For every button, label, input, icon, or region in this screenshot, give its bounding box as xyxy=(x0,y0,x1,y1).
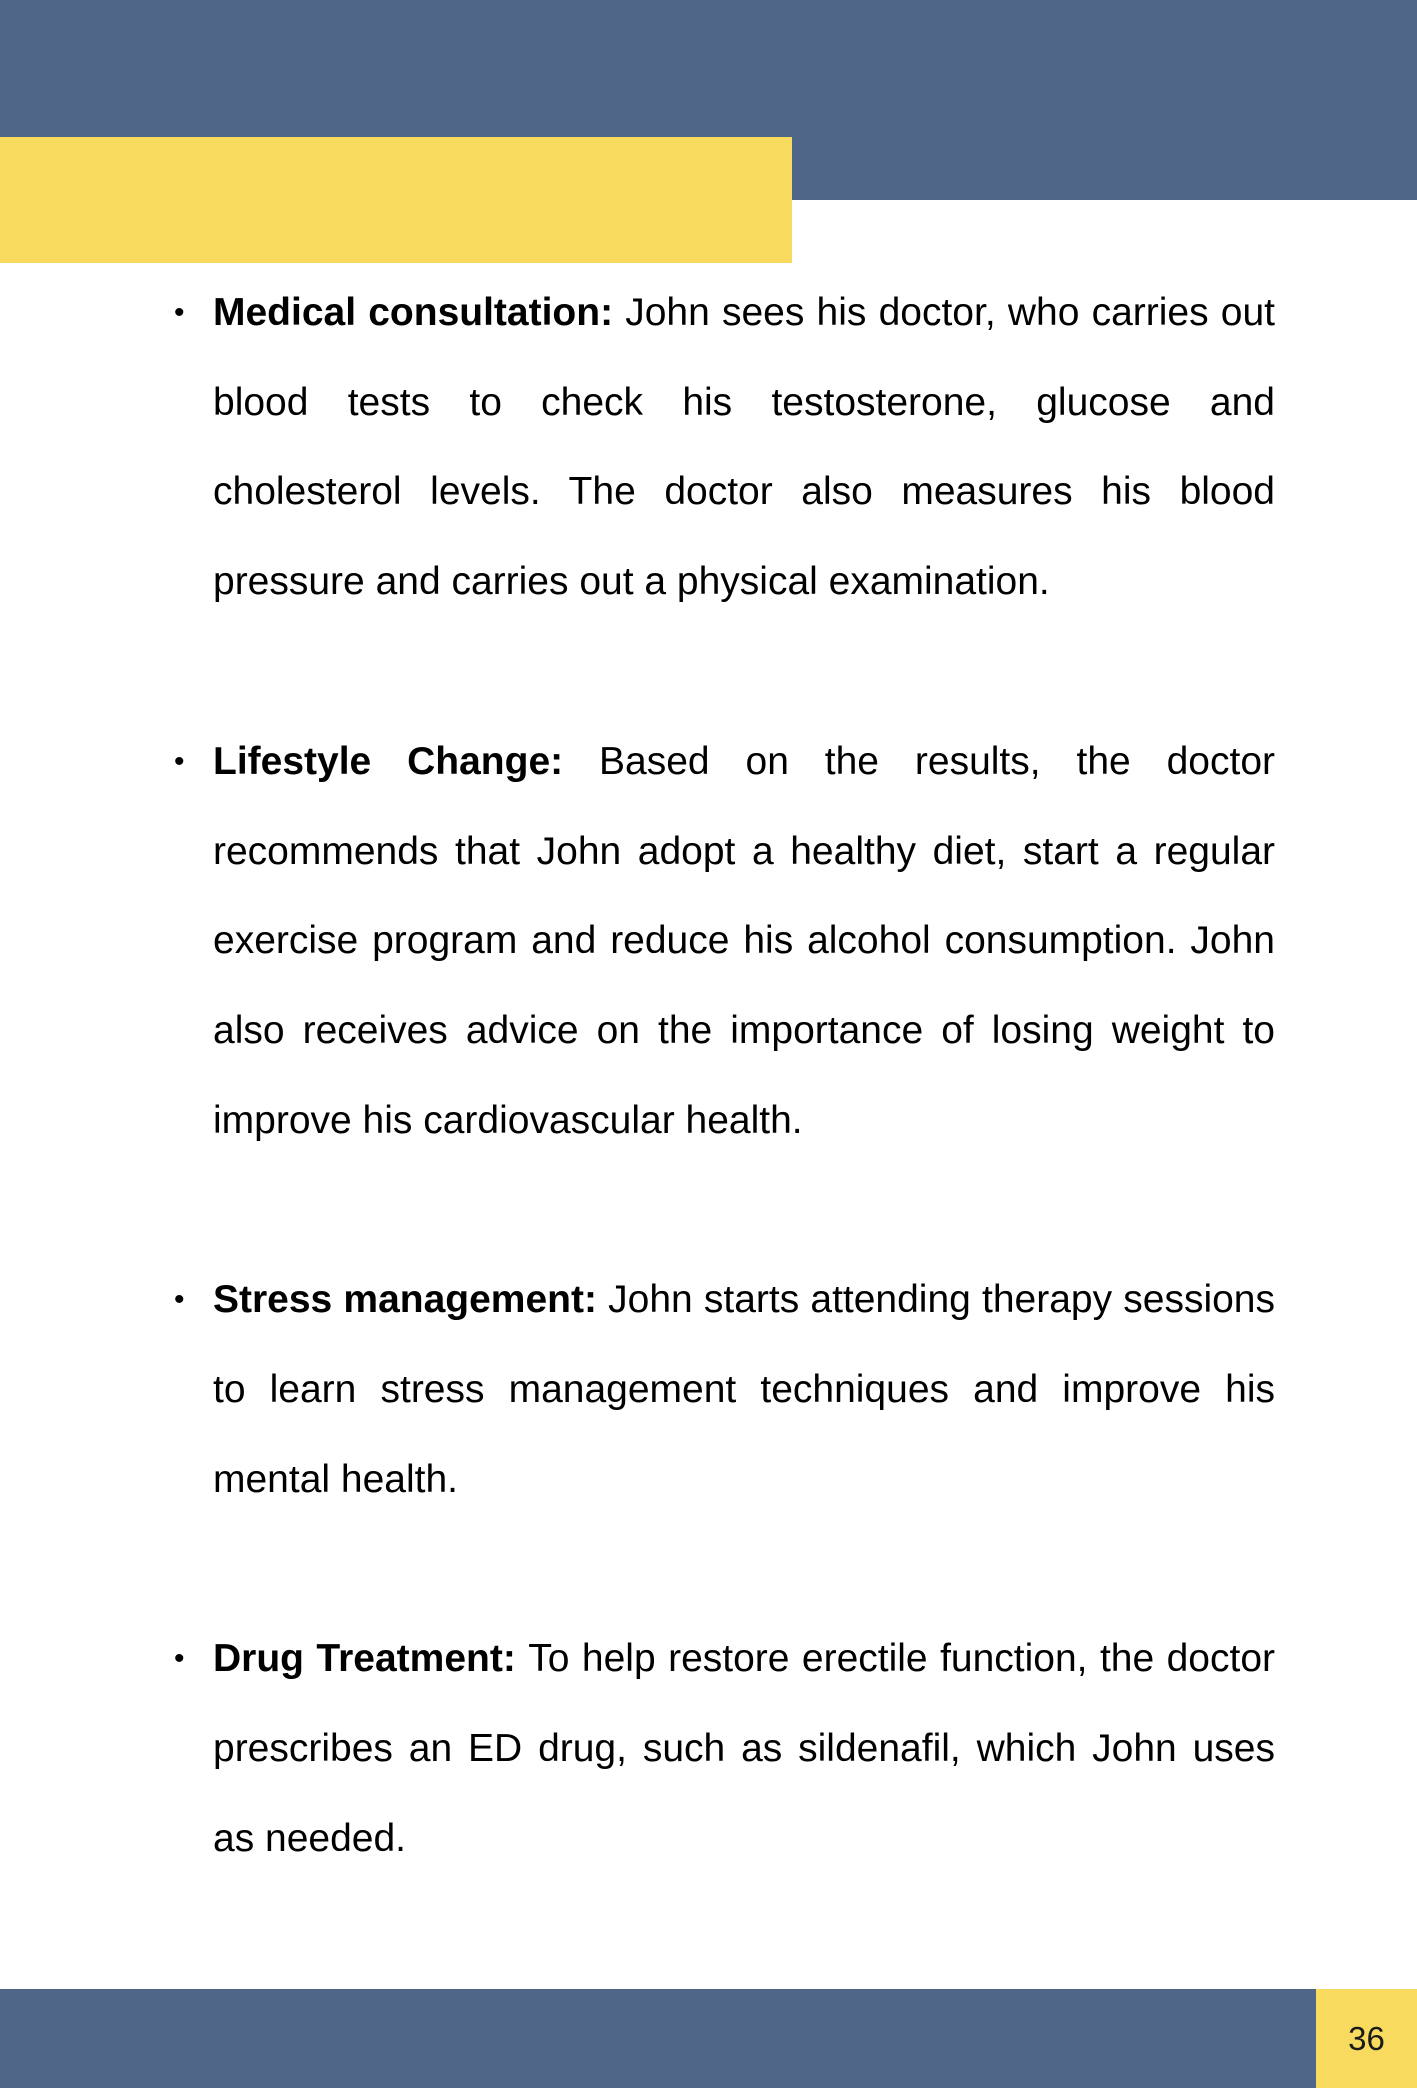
item-term: Stress management: xyxy=(213,1278,609,1322)
page-number: 36 xyxy=(1316,1989,1417,2088)
bullet-icon: • xyxy=(174,1642,185,1676)
bullet-icon: • xyxy=(174,1283,185,1317)
item-text: John starts attending therapy sessions to learn stress management techniques and improve his mental health. xyxy=(213,1278,1275,1501)
list-item xyxy=(174,1614,1275,1883)
item-text: Based on the results, the doctor recommends that John adopt a healthy diet, start a regular exercise program and reduce his alcohol consumption. John also receives advice on the importance of losing weight to improve his cardiovascular health. xyxy=(213,739,1275,1142)
list-item xyxy=(174,268,1275,627)
item-term: Drug Treatment: xyxy=(213,1637,529,1681)
header-accent-bar xyxy=(0,137,792,263)
item-term: Lifestyle Change: xyxy=(213,739,600,783)
bullet-icon: • xyxy=(174,744,185,778)
item-text: To help restore erectile function, the doctor prescribes an ED drug, such as sildenafil, which John uses as needed. xyxy=(213,1637,1275,1860)
bullet-icon: • xyxy=(174,296,185,329)
list-item xyxy=(174,717,1275,1166)
bullet-list xyxy=(174,268,1275,1884)
item-text: John sees his doctor, who carries out blood tests to check his testosterone, glucose and cholesterol levels. The doctor also measures his blood pressure and carries out a physical examination. xyxy=(213,291,1275,604)
main-content xyxy=(174,268,1275,1884)
footer-band xyxy=(0,1989,1417,2088)
header-notch xyxy=(792,200,1417,264)
list-item xyxy=(174,1255,1275,1524)
item-term: Medical consultation: xyxy=(213,291,626,334)
